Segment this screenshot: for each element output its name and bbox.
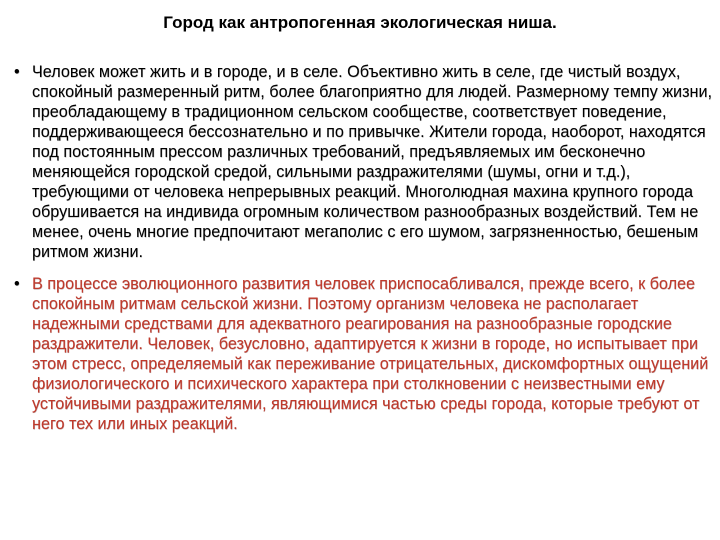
bullet-list bbox=[14, 62, 714, 446]
bullet-item-city-vs-village bbox=[14, 62, 714, 262]
bullet-text: Человек может жить и в городе, и в селе. Объективно жить в селе, где чистый воздух, спокойный размеренный ритм, более благоприятно для людей. Размерному темпу жизни, преобладающему в традиционном сельском сообществе, соответствует поведение, поддерживающееся бессознательно и по привычке. Жители города, наоборот, находятся под постоянным прессом различных требований, предъявляемых им бесконечно меняющейся городской средой, сильными раздражителями (шумы, огни и т.д.), требующими от человека непрерывных реакций. Многолюдная махина крупного города обрушивается на индивида огромным количеством разнообразных воздействий. Тем не менее, очень многие предпочитают мегаполис с его шумом, загрязненностью, бешеным ритмом жизни. bbox=[32, 63, 712, 261]
bullet-text: В процессе эволюционного развития человек приспосабливался, прежде всего, к более спокойным ритмам сельской жизни. Поэтому организм человека не располагает надежными средствами для адекватного реагирования на разнообразные городские раздражители. Человек, безусловно, адаптируется к жизни в городе, но испытывает при этом стресс, определяемый как переживание отрицательных, дискомфортных ощущений физиологического и психического характера при столкновении с неизвестными ему устойчивыми раздражителями, являющимися частью среды города, которые требуют от него тех или иных реакций. bbox=[32, 275, 709, 433]
slide-title: Город как антропогенная экологическая ниша. bbox=[163, 13, 557, 32]
bullet-marker: • bbox=[14, 275, 20, 293]
bullet-item-evolution-stress bbox=[14, 274, 714, 434]
bullet-marker: • bbox=[14, 63, 20, 81]
